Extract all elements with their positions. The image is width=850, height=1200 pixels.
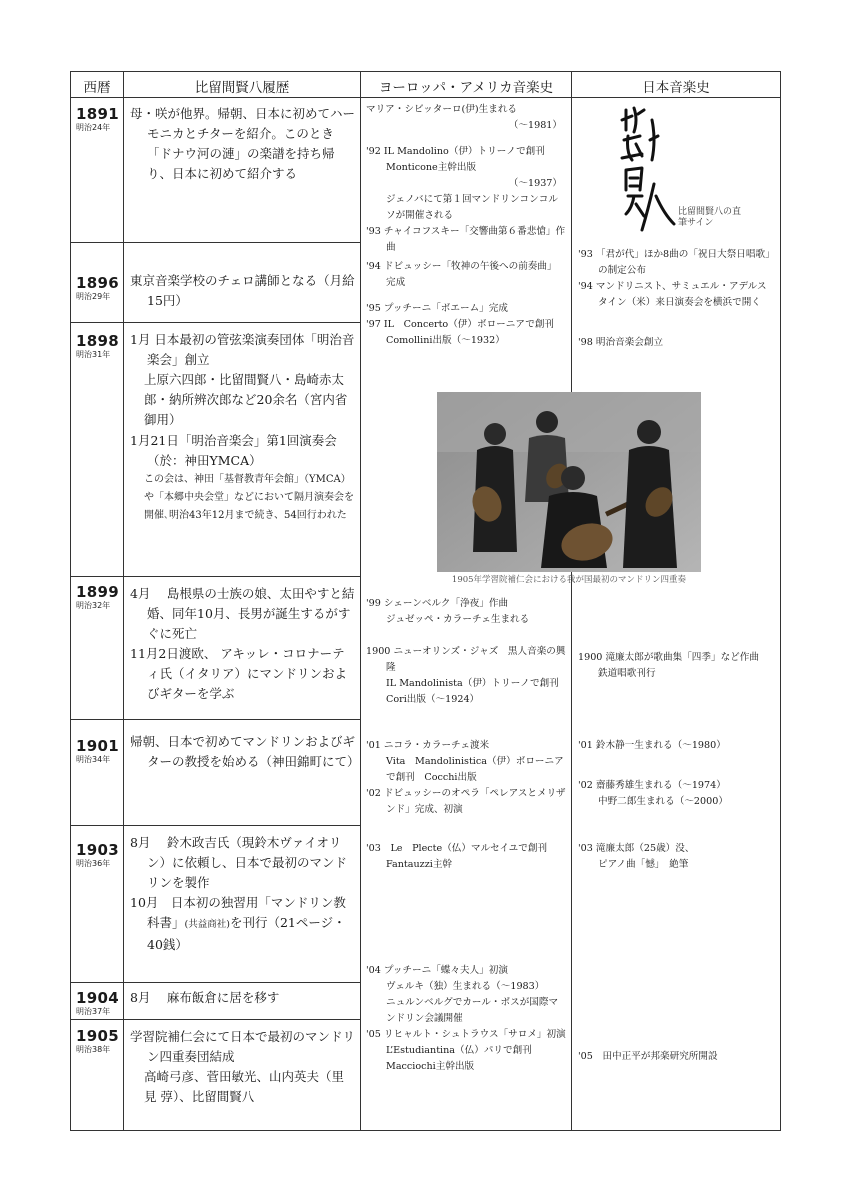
- year-1898: 1898 明治31年: [76, 332, 119, 359]
- euro-block-5: '04 プッチーニ「蝶々夫人」初演 ヴェルキ（独）生まれる（～1983） ニュルンベルグでカール・ボスが国際マンドリン会議開催 '05 リヒャルト・シュトラウス「サロメ」初演 L’Estudiantina（仏）パリで創刊 Macciochi主幹出版: [366, 965, 566, 1072]
- japan-block-4: '03 滝廉太郎（25歳）没、 ピアノ曲「憾」 絶筆: [578, 843, 695, 870]
- japan-block-3: '01 鈴木静一生まれる（～1980） '02 齋藤秀雄生まれる（～1974） 中野二郎生まれる（～2000）: [578, 740, 728, 807]
- header-japan: 日本音楽史: [642, 80, 710, 96]
- bio-1899: 4月 島根県の士族の娘、太田やすと結婚、同年10月、長男が誕生するがすぐに死亡 11月2日渡欧、 アキッレ・コロナーティ氏（イタリア）にマンドリンおよびギターを学ぶ: [130, 586, 355, 701]
- bio-1891: 母・咲が他界。帰朝、日本に初めてハーモニカとチターを紹介。このとき「ドナウ河の漣」の楽譜を持ち帰り、日本に初めて紹介する: [130, 106, 356, 181]
- euro-block-3: '01 ニコラ・カラーチェ渡米 Vita Mandolinistica（伊）ボローニアで創刊 Cocchi出版 '02 ドビュッシーのオペラ「ペレアスとメリザンド」完成、初演: [366, 740, 566, 815]
- euro-block-1: マリア・シビッターロ(伊)生まれる （～1981） '92 IL Mandolino（伊）トリーノで創刊 Monticone主幹出版 （～1937） ジェノバにて第１回マンドリンコンコルソが開催される '93 チャイコフスキー「交響曲第６番悲愴」作曲 '94 ドビュッシー「牧神の午後への前奏曲」完成 '95 プッチーニ「ボエーム」完成 '97 IL Concerto（伊）ボローニアで創刊 Comollini出版（～1932）: [366, 104, 566, 346]
- bio-1896: 東京音楽学校のチェロ講師となる（月給15円）: [130, 273, 355, 308]
- signature-caption: 比留間賢八の直筆サイン: [678, 207, 742, 228]
- bio-1898: 1月 日本最初の管弦楽演奏団体「明治音楽会」創立 上原六四郎・比留間賢八・島崎赤太郎・納所辨次郎など20余名（宮内省御用） 1月21日「明治音楽会」第1回演奏会（於：神田YMCA） この会は、神田「基督教青年会館」（YMCA）や「本郷中央会堂」などにおいて隔月演奏会を開催､明治43年12月まで続き、54回行われた: [130, 332, 355, 521]
- japan-block-1: '93 「君が代」ほか8曲の「祝日大祭日唱歌」の制定公布 '94 マンドリニスト、サミュエル・アデルスタイン（米）来日演奏会を横浜で開く '98 明治音楽会創立: [578, 249, 775, 348]
- year-1904: 1904 明治37年: [76, 989, 119, 1016]
- euro-block-2: '99 シェーンベルク「浄夜」作曲 ジュゼッペ・カラーチェ生まれる 1900 ニューオリンズ・ジャズ 黒人音楽の興隆 IL Mandolinista（伊）トリーノで創刊 Cori出版（～1924）: [366, 598, 569, 705]
- year-1901: 1901 明治34年: [76, 737, 119, 764]
- year-1905: 1905 明治38年: [76, 1027, 119, 1054]
- header-biography: 比留間賢八履歴: [194, 80, 290, 96]
- bio-1905: 学習院補仁会にて日本で最初のマンドリン四重奏団結成 高崎弓彦、菅田敏光、山内英夫（里見 弴）、比留間賢八: [130, 1029, 356, 1104]
- year-1903: 1903 明治36年: [76, 841, 119, 868]
- bio-1903: 8月 鈴木政吉氏（現鈴木ヴァイオリン）に依頼し、日本で最初のマンドリンを製作 10月 日本初の独習用「マンドリン教科書」(共益商社)を刊行（21ページ・40銭）: [130, 835, 348, 952]
- photo-caption: 1905年学習院補仁会における我が国最初のマンドリン四重奏: [451, 575, 687, 585]
- year-1891: 1891 明治24年: [76, 105, 119, 132]
- quartet-photo: [437, 392, 701, 572]
- bio-1901: 帰朝、日本で初めてマンドリンおよびギターの教授を始める（神田錦町にて）: [130, 734, 360, 769]
- header-europe-america: ヨーロッパ・アメリカ音楽史: [378, 80, 554, 96]
- bio-1904: 8月 麻布飯倉に居を移す: [130, 990, 280, 1005]
- year-1896: 1896 明治29年: [76, 274, 119, 301]
- japan-block-5: '05 田中正平が邦楽研究所開設: [578, 1051, 718, 1062]
- year-1899: 1899 明治32年: [76, 583, 119, 610]
- header-year: 西暦: [83, 80, 111, 96]
- euro-block-4: '03 Le Plecte（仏）マルセイユで創刊 Fantauzzi主幹: [366, 843, 557, 870]
- japan-block-2: 1900 滝廉太郎が歌曲集「四季」など作曲 鉄道唱歌刊行: [578, 652, 759, 679]
